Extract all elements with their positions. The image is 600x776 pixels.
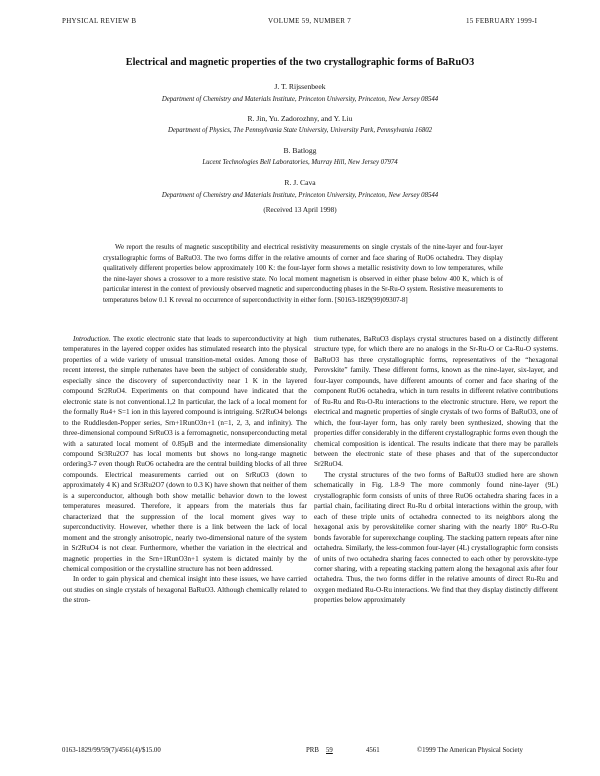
body-column-right [314,334,558,606]
paragraph-continued: tium ruthenates, BaRuO3 displays crystal structures based on a distinctly different structure type, for which there are no analogs in the Sr-Ru-O or Ca-Ru-O systems. BaRuO3 has three crystallographic forms, representatives of the “hexagonal Perovskite” family. These different forms, known as the nine-layer, six-layer, and four-layer compounds, have different amounts of corner and face sharing of the component RuO6 octahedra, which in turn results in different relative contributions of Ru-Ru and Ru-O-Ru interactions to the electronic structure. Here, we report the electrical and magnetic properties of single crystals of two forms of BaRuO3, one of which, the four-layer form, has only rarely been synthesized, showing that the properties differ considerably in the different crystallographic forms even though the chemical composition is identical. The results indicate that there may be parallels between the electronic state of these phases and that of the superconductor Sr2RuO4. [314,335,558,469]
copyright: ©1999 The American Physical Society [417,747,523,754]
page-number: 4561 [366,747,380,754]
abstract: We report the results of magnetic susceptibility and electrical resistivity measurements on single crystals of the nine-layer and four-layer crystallographic forms of BaRuO3. The two forms differ in the relative amounts of corner and face sharing of RuO6 octahedra. They display qualitatively different properties below approximately 100 K: the four-layer form shows a metallic resistivity down to low temperatures, while the nine-layer shows a crossover to a more resistive state. No local moment magnetism is observed in either phase below 400 K, which is of particular interest in the context of previously observed magnetic and superconducting phases in the Sr-Ru-O system. Resistive measurements to temperatures below 0.1 K reveal no occurrence of superconductivity in either form. [S0163-1829(99)09307-8] [103,244,503,304]
journal-name: PHYSICAL REVIEW B [62,17,137,25]
affiliation-2: Department of Physics, The Pennsylvania State University, University Park, Pennsylvania 16802 [167,127,433,134]
author-line-4: R. J. Cava [284,178,316,187]
footer-journal-label: PRB [306,747,319,754]
paragraph-structures: The crystal structures of the two forms of BaRuO3 studied here are shown schematically in Fig. 1.8-9 The more commonly found nine-layer (9L) crystallographic form consists of units of three RuO6 octahedra sharing faces in a partial chain, facilitating direct Ru-Ru d orbital interactions within the group, with each of these triple units of octahedra connected to its neighbors along the hexagonal axis by perovskitelike corner sharing with the nearly 180° Ru-O-Ru bonds favorable for superexchange coupling. The stacking pattern repeats after nine octahedra. Similarly, the less-common four-layer (4L) crystallographic form consists of units of two octahedra sharing faces connected to each other by perovskite-type corner sharing, with a repeating stacking pattern along the hexagonal axis after four octahedra. Thus, the two forms differ in the relative amounts of direct Ru-Ru and oxygen mediated Ru-O-Ru interactions. We find that they display distinctly different properties below approximately [314,470,558,605]
footer-volume: 59 [326,747,333,754]
footer-code: 0163-1829/99/59(7)/4561(4)/$15.00 [62,747,161,754]
author-line-3: B. Batlogg [283,146,317,155]
paper-title: Electrical and magnetic properties of the two crystallographic forms of BaRuO3 [125,57,475,68]
body-column-left [63,334,307,606]
affiliation-4: Department of Chemistry and Materials Institute, Princeton University, Princeton, New Jersey 08544 [161,192,439,199]
paragraph-2: In order to gain physical and chemical insight into these issues, we have carried out studies on single crystals of hexagonal BaRuO3. Although chemically related to the stron- [63,575,307,605]
received-date: (Received 13 April 1998) [263,206,337,214]
section-lead: Introduction. [73,335,111,343]
author-line-1: J. T. Rijssenbeek [274,82,326,91]
paragraph-text: The exotic electronic state that leads to superconductivity at high temperatures in the layered copper oxides has stimulated research into the physical properties of a wide variety of unusual transition-metal oxides. Among those of recent interest, the simple ruthenates have been the subject of considerable study, especially since the discovery of superconductivity near 1 K in the layered compound Sr2RuO4. Experiments on that compound have indicated that the electronic state is not conventional.1,2 In particular, the lack of a local moment for the formally Ru4+ S=1 ion in this layered compound is intriguing. Sr2RuO4 belongs to the Ruddlesden-Popper series, Srn+1RunO3n+1 (n=1, 2, 3, and infinity). The three-dimensional compound SrRuO3 is a ferromagnetic, nonsuperconducting metal with a saturated local moment of 0.85μB and the intermediate dimensionality compound Sr3Ru2O7 has local moments but shows no long-range magnetic ordering3-7 even though RuO6 octahedra are the central building blocks of all three compounds. Electrical measurements carried out on SrRuO3 (down to approximately 4 K) and Sr3Ru2O7 (down to 0.3 K) have shown that neither of them is a superconductor, although both show metallic behavior down to the lowest temperatures measured. Therefore, it appears from the materials thus far characterized that the suppression of the local moment gives way to superconductivity. However, whether there is a link between the lack of local moment and the strongly anisotropic, nearly two-dimensional nature of the system in Sr2RuO4 is not clear. Furthermore, whether the variation in the electrical and magnetic properties in the Srn+1RunO3n+1 system is dictated mainly by the chemical composition or the crystalline structure has not been addressed. [63,335,307,573]
affiliation-3: Lucent Technologies Bell Laboratories, Murray Hill, New Jersey 07974 [202,159,398,166]
affiliation-1: Department of Chemistry and Materials Institute, Princeton University, Princeton, New Jersey 08544 [161,96,439,103]
issue-date: 15 FEBRUARY 1999-I [466,17,538,25]
volume-number: VOLUME 59, NUMBER 7 [268,17,352,25]
paragraph-intro [63,334,307,574]
author-line-2: R. Jin, Yu. Zadorozhny, and Y. Liu [247,114,353,123]
